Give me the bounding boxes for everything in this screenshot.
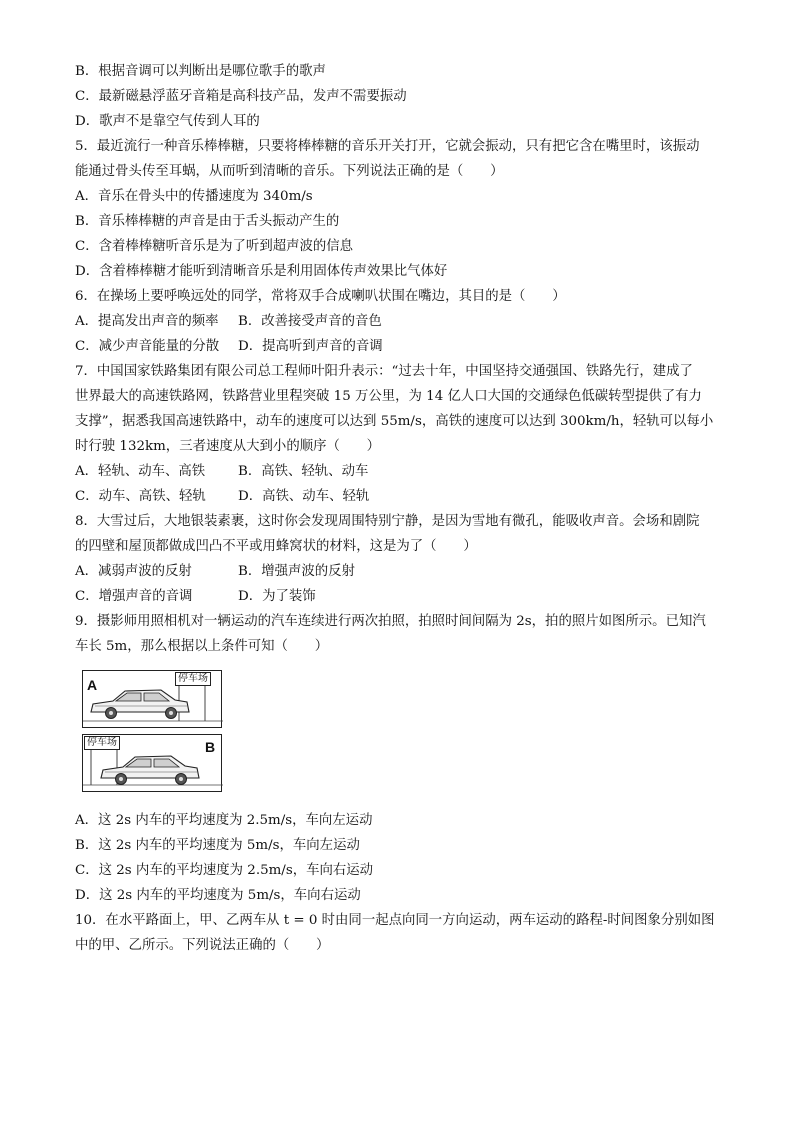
q6-option-a: A．提高发出声音的频率 <box>75 314 219 329</box>
q4-option-c: C．最新磁悬浮蓝牙音箱是高科技产品，发声不需要振动 <box>75 89 407 104</box>
q8-stem-line2: 的四壁和屋顶都做成凹凸不平或用蜂窝状的材料，这是为了（ ） <box>75 539 477 554</box>
q6-option-b: B．改善接受声音的音色 <box>238 314 382 329</box>
photo-a-label: A <box>87 677 98 693</box>
q9-stem-line1: 9．摄影师用照相机对一辆运动的汽车连续进行两次拍照，拍照时间间隔为 2s，拍的照片如图所示。已知汽 <box>75 614 706 629</box>
q9-option-b: B．这 2s 内车的平均速度为 5m/s，车向左运动 <box>75 838 360 853</box>
q8-options-row2 <box>75 588 735 606</box>
photo-b <box>82 734 222 792</box>
q6-stem: 6．在操场上要呼唤远处的同学，常将双手合成喇叭状围在嘴边，其目的是（ ） <box>75 289 566 304</box>
q5-option-d: D．含着棒棒糖才能听到清晰音乐是利用固体传声效果比气体好 <box>75 264 448 279</box>
parking-sign-b: 停车场 <box>84 736 120 750</box>
q7-stem-line1: 7．中国国家铁路集团有限公司总工程师叶阳升表示：“过去十年，中国坚持交通强国、铁路先行，建成了 <box>75 364 693 379</box>
q7-stem-line4: 时行驶 132km，三者速度从大到小的顺序（ ） <box>75 439 381 454</box>
q8-option-b: B．增强声波的反射 <box>238 564 355 579</box>
q7-options-row1 <box>75 463 735 481</box>
q6-options-row2 <box>75 338 735 356</box>
q7-option-b: B．高铁、轻轨、动车 <box>238 464 369 479</box>
q8-option-a: A．减弱声波的反射 <box>75 564 192 579</box>
q7-stem-line2: 世界最大的高速铁路网，铁路营业里程突破 15 万公里，为 14 亿人口大国的交通绿色低碳转型提供了有力 <box>75 389 702 404</box>
photo-b-label: B <box>205 739 216 755</box>
q7-options-row2 <box>75 488 735 506</box>
q9-stem-line2: 车长 5m，那么根据以上条件可知（ ） <box>75 639 329 654</box>
q5-stem-line2: 能通过骨头传至耳蜗，从而听到清晰的音乐。下列说法正确的是（ ） <box>75 164 504 179</box>
q6-option-d: D．提高听到声音的音调 <box>238 339 383 354</box>
parking-sign-a: 停车场 <box>175 672 211 686</box>
q4-option-b: B．根据音调可以判断出是哪位歌手的歌声 <box>75 64 326 79</box>
q5-option-b: B．音乐棒棒糖的声音是由于舌头振动产生的 <box>75 214 340 229</box>
q8-option-d: D．为了装饰 <box>238 589 316 604</box>
q10-stem-line1: 10．在水平路面上，甲、乙两车从 t = 0 时由同一起点向同一方向运动，两车运动的路程-时间图象分别如图 <box>75 913 715 928</box>
q8-stem-line1: 8．大雪过后，大地银装素裹，这时你会发现周围特别宁静，是因为雪地有微孔，能吸收声音。会场和剧院 <box>75 514 700 529</box>
q9-option-a: A．这 2s 内车的平均速度为 2.5m/s，车向左运动 <box>75 813 373 828</box>
q5-stem-line1: 5．最近流行一种音乐棒棒糖，只要将棒棒糖的音乐开关打开，它就会振动，只有把它含在嘴里时，该振动 <box>75 139 700 154</box>
q7-option-c: C．动车、高铁、轻轨 <box>75 489 206 504</box>
q7-option-d: D．高铁、动车、轻轨 <box>238 489 370 504</box>
q9-car-photos-figure <box>82 670 222 798</box>
q5-option-c: C．含着棒棒糖听音乐是为了听到超声波的信息 <box>75 239 354 254</box>
q6-options-row1 <box>75 313 735 331</box>
q4-option-d: D．歌声不是靠空气传到人耳的 <box>75 114 260 129</box>
q8-options-row1 <box>75 563 735 581</box>
q6-option-c: C．减少声音能量的分散 <box>75 339 220 354</box>
q7-stem-line3: 支撑”，据悉我国高速铁路中，动车的速度可以达到 55m/s，高铁的速度可以达到 300km/h，轻轨可以每小 <box>75 414 714 429</box>
q9-option-c: C．这 2s 内车的平均速度为 2.5m/s，车向右运动 <box>75 863 374 878</box>
q7-option-a: A．轻轨、动车、高铁 <box>75 464 206 479</box>
photo-a <box>82 670 222 728</box>
q10-stem-line2: 中的甲、乙所示。下列说法正确的（ ） <box>75 938 330 953</box>
q8-option-c: C．增强声音的音调 <box>75 589 193 604</box>
q9-option-d: D．这 2s 内车的平均速度为 5m/s，车向右运动 <box>75 888 361 903</box>
q5-option-a: A．音乐在骨头中的传播速度为 340m/s <box>75 189 313 204</box>
